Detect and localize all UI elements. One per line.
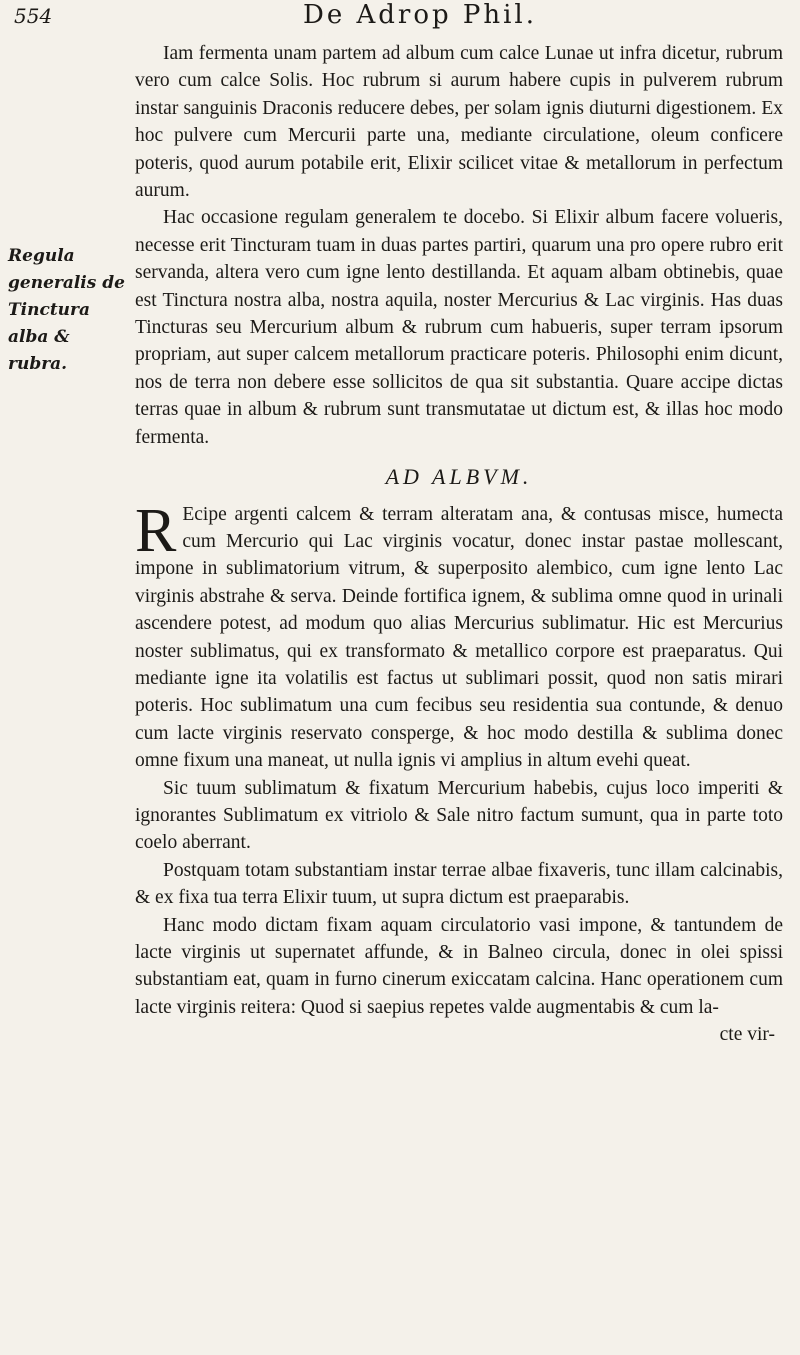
catchword: cte vir- xyxy=(719,1024,775,1046)
section-heading: AD ALBVM. xyxy=(385,464,533,490)
main-text xyxy=(135,40,783,1049)
recipe-text: Ecipe argenti calcem & terram alteratam ana, & contusas misce, humecta cum Mercurio qui Lac virginis vocatur, donec instar pastae mollescant, impone in sublimatorium vitrum, & superposito alembico, cum igne lento Lac virginis abstrahe & serva. Deinde fortifica ignem, & sublima omne quod in urinali ascendere potest, ad modum quo alias Mercurius sublimatur. Hic est Mercurius noster sublimatus, qui ex transformato & metallico corpore est praeparatus. Qui mediante igne ita volatilis est factus ut sublimari possit, quod non satis mirari poteris. Hoc sublimatum una cum fecibus seu residentia sua contunde, & denuo cum lacte virginis reservato consperge, & hoc modo destilla & sublima donec omne fixum una maneat, ut nulla ignis vi amplius in altum evehi queat. xyxy=(135,503,783,772)
page-number: 554 xyxy=(14,4,53,28)
paragraph: Postquam totam substantiam instar terrae albae fixaveris, tunc illam calcinabis, & ex fixa tua terra Elixir tuum, ut supra dictum est praeparabis. xyxy=(135,859,783,909)
drop-cap: R xyxy=(135,496,177,565)
recipe-paragraph xyxy=(135,496,783,775)
margin-note: Regula generalis de Tinctura alba & rubra. xyxy=(8,246,125,374)
paragraph: Hanc modo dictam fixam aquam circulatorio vasi impone, & tantundem de lacte virginis ut supernatet affunde, & in Balneo circula, donec in olei spissi substantiam eat, quam in furno cinerum exiccatam calcina. Hanc operationem cum lacte virginis reitera: Quod si saepius repetes valde augmentabis & cum la- xyxy=(135,914,783,1018)
page-header xyxy=(0,0,800,36)
paragraph: Hac occasione regulam generalem te docebo. Si Elixir album facere volueris, necesse erit Tincturam tuam in duas partes partiri, quarum una pro opere rubro erit servanda, altera vero cum igne lento destillanda. Et aquam albam obtinebis, quae est Tinctura nostra alba, nostra aquila, noster Mercurius & Lac virginis. Has duas Tincturas seu Mercurium album & rubrum cum habueris, super terram ipsorum propriam, aut super calcem metallorum practicare poteris. Philosophi enim dicunt, nos de terra non debere esse sollicitos de qua sit substantia. Quare accipe dictas terras quae in album & rubrum sunt transmutatae ut dictum est, & illas hoc modo fermenta. xyxy=(135,207,783,448)
running-title: De Adrop Phil. xyxy=(302,0,538,30)
paragraph: Sic tuum sublimatum & fixatum Mercurium habebis, cujus loco imperiti & ignorantes Sublimatum ex vitriolo & Sale nitro factum sumunt, qua in parte toto coelo aberrant. xyxy=(135,777,783,854)
paragraph: Iam fermenta unam partem ad album cum calce Lunae ut infra dicetur, rubrum vero cum calce Solis. Hoc rubrum si aurum habere cupis in pulverem rubrum instar sanguinis Draconis reducere debes, per solam ignis diuturni digestionem. Ex hoc pulvere cum Mercurii parte una, mediante circulatione, oleum conficere poteris, quod aurum potabile erit, Elixir scilicet vitae & metallorum in perfectum aurum. xyxy=(135,43,783,202)
